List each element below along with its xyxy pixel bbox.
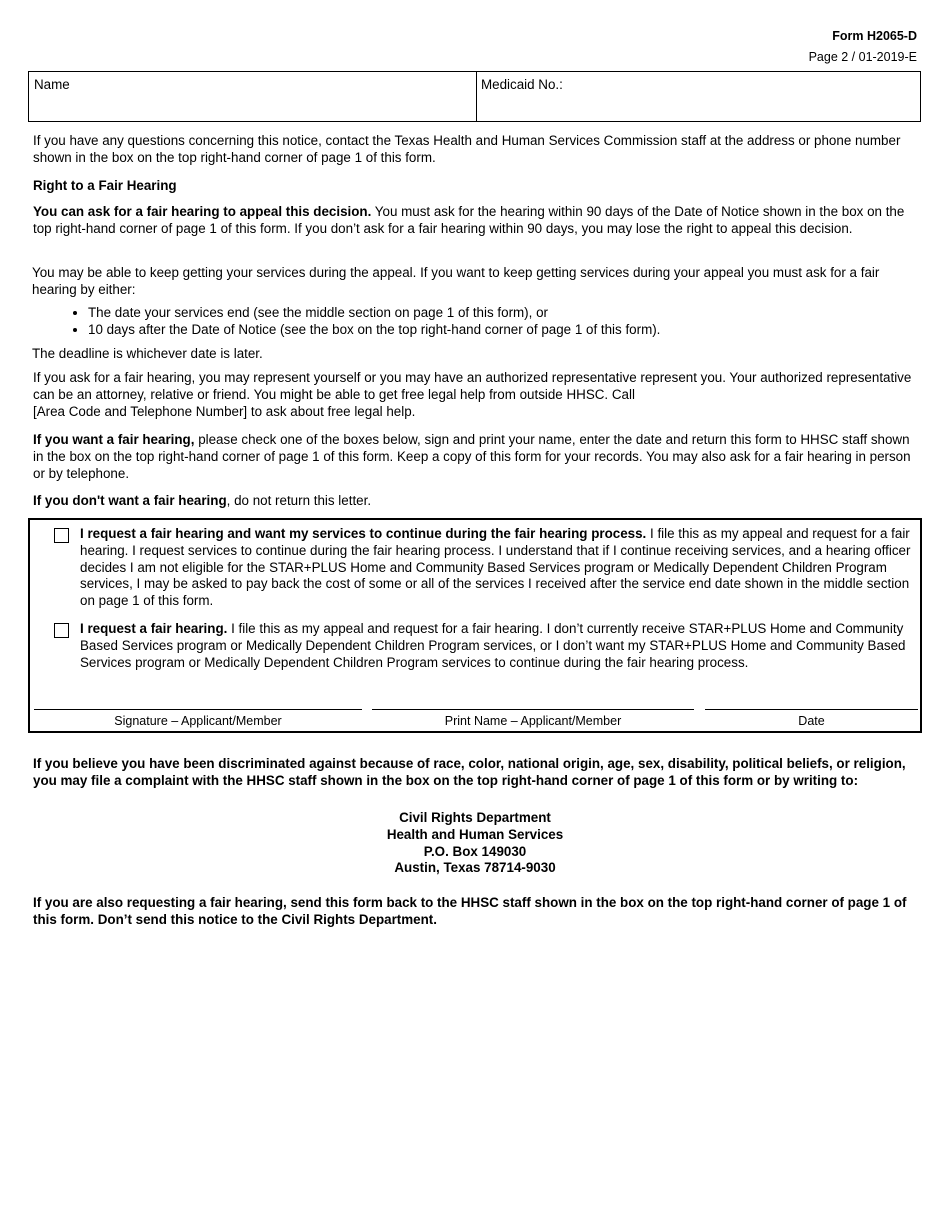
also-requesting-paragraph: If you are also requesting a fair hearing, send this form back to the HHSC staff shown in the box on the top right-hand corner of page 1 of this form. Don’t send this notice to the Civil Rights Department.	[33, 895, 907, 927]
option2-text: I file this as my appeal and request for a fair hearing. I don’t currently receive STAR+PLUS Home and Community Based Services program or Medically Dependent Children Program services, or I don’t want my STAR+PLUS Home and Community Based Services program or Medically Dependent Children Program services to continue during the fair hearing process.	[80, 621, 906, 670]
civil-rights-address	[0, 810, 950, 877]
form-number: Form H2065-D	[832, 29, 917, 43]
keep-services-paragraph: You may be able to keep getting your services during the appeal. If you want to keep getting services during your appeal you must ask for a fair hearing by either:	[32, 265, 880, 297]
deadline-note: The deadline is whichever date is later.	[32, 346, 263, 361]
address-line: P.O. Box 149030	[423, 843, 527, 859]
page-info: Page 2 / 01-2019-E	[808, 50, 917, 64]
appeal-bold: You can ask for a fair hearing to appeal this decision.	[33, 204, 372, 219]
want-hearing-paragraph	[33, 432, 913, 482]
hearing-only-checkbox[interactable]	[54, 623, 69, 638]
medicaid-number-field[interactable]	[476, 72, 920, 121]
dont-want-text: , do not return this letter.	[226, 493, 372, 508]
print-name-label: Print Name – Applicant/Member	[444, 714, 622, 728]
date-label: Date	[798, 714, 825, 728]
representative-paragraph	[33, 370, 913, 420]
signature-line[interactable]	[34, 709, 362, 710]
intro-paragraph: If you have any questions concerning this notice, contact the Texas Health and Human Services Commission staff at the address or phone number shown in the box on the top right-hand corner of page 1 of this form.	[33, 133, 901, 165]
appeal-text: You must ask for the hearing within 90 days of the Date of Notice shown in the box on the top right-hand corner of page 1 of this form. If you don’t ask for a fair hearing within 90 days, you may lose the right to appeal this decision.	[33, 204, 905, 236]
option1-text: I file this as my appeal and request for a fair hearing. I request services to continue during the fair hearing process. I understand that if I continue receiving services, and a hearing officer decides I am not eligible for the STAR+PLUS Home and Community Based Services program or Medically Dependent Children Program services, I may be asked to pay back the cost of some or all of the services I received after the service end date shown in the middle section on page 1 of this form.	[80, 526, 911, 609]
discrimination-paragraph: If you believe you have been discriminated against because of race, color, national origin, age, sex, disability, political beliefs, or religion, you may file a complaint with the HHSC staff shown in the box on the top right-hand corner of page 1 of this form or by writing to:	[33, 756, 906, 788]
representative-text: If you ask for a fair hearing, you may represent yourself or you may have an authorized representative represent you. Your authorized representative can be an attorney, relative or friend. You might be able to get free legal help from outside HHSC. Call	[33, 370, 912, 402]
identity-fields-box	[28, 71, 921, 122]
address-line: Civil Rights Department	[399, 810, 551, 825]
dont-want-bold: If you don't want a fair hearing	[33, 493, 227, 508]
want-hearing-bold: If you want a fair hearing,	[33, 432, 195, 447]
option1-bold: I request a fair hearing and want my services to continue during the fair hearing process.	[80, 526, 647, 541]
dont-want-hearing-paragraph	[33, 493, 913, 510]
option2-bold: I request a fair hearing.	[80, 621, 228, 636]
option-continue-services	[80, 526, 912, 610]
legal-help-text: [Area Code and Telephone Number] to ask about free legal help.	[33, 403, 416, 419]
list-item: • The date your services end (see the middle section on page 1 of this form), or	[88, 305, 950, 322]
appeal-paragraph	[33, 204, 913, 238]
address-line: Health and Human Services	[386, 826, 564, 842]
print-name-line[interactable]	[372, 709, 694, 710]
deadline-options-list	[32, 305, 950, 339]
hearing-request-box	[28, 518, 922, 733]
signature-label: Signature – Applicant/Member	[114, 714, 282, 728]
medicaid-label: Medicaid No.:	[481, 77, 563, 92]
address-line: Austin, Texas 78714-9030	[394, 860, 556, 876]
option-hearing-only	[80, 621, 912, 671]
section-heading: Right to a Fair Hearing	[33, 178, 177, 193]
want-hearing-text: please check one of the boxes below, sign and print your name, enter the date and return this form to HHSC staff shown in the box on the top right-hand corner of page 1 of this form. Keep a copy of this form for your records. You may also ask for a fair hearing in person or by telephone.	[33, 432, 911, 481]
list-item: • 10 days after the Date of Notice (see the box on the top right-hand corner of page 1 of this form).	[88, 322, 950, 339]
name-field[interactable]	[29, 72, 477, 121]
continue-services-checkbox[interactable]	[54, 528, 69, 543]
name-label: Name	[34, 77, 70, 92]
date-line[interactable]	[705, 709, 918, 710]
